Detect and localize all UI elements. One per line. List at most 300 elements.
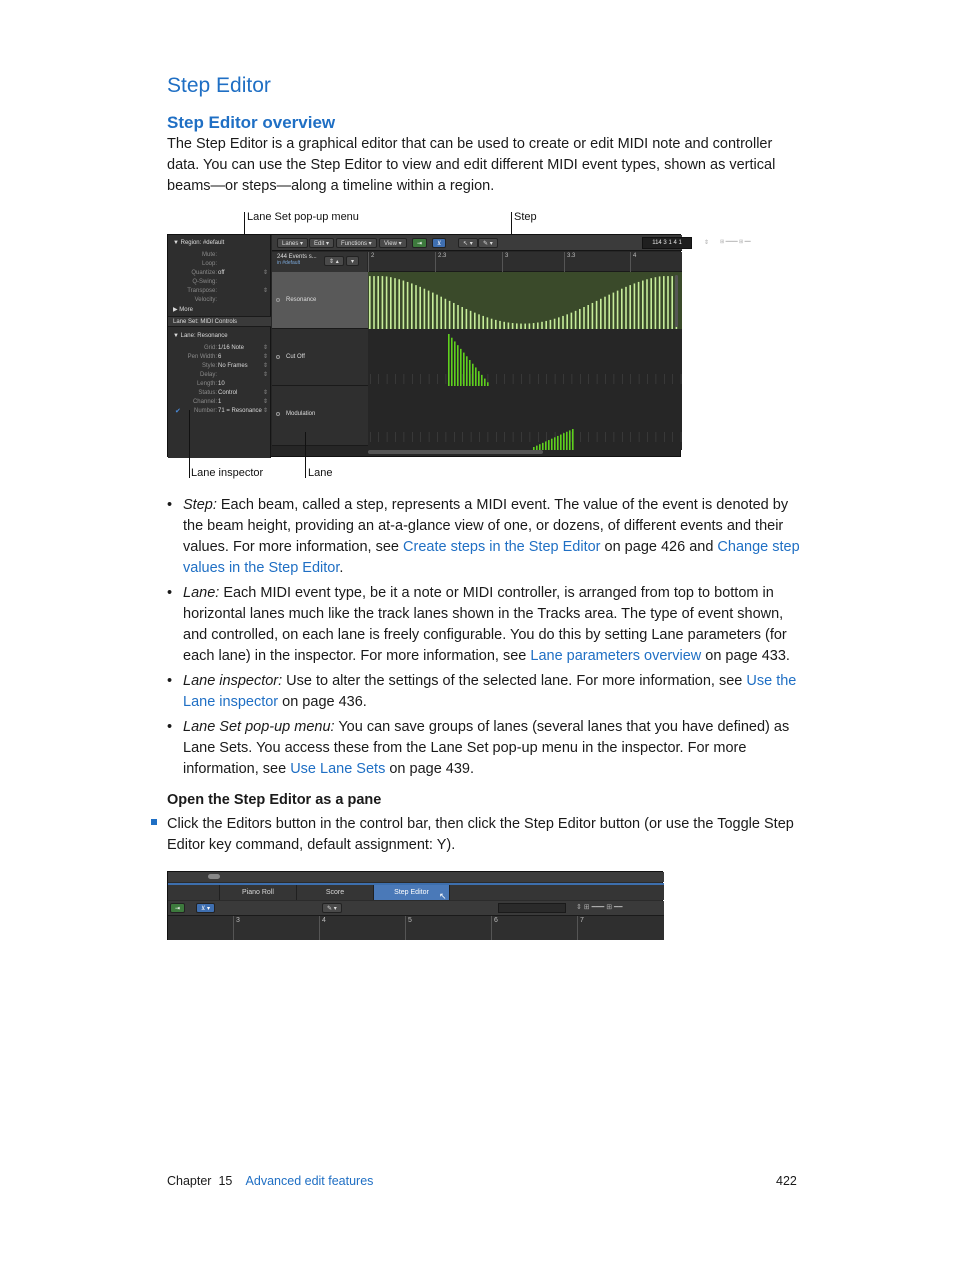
grid-tick bbox=[546, 432, 547, 442]
grid-tick bbox=[437, 374, 438, 384]
step-beam bbox=[621, 289, 623, 329]
step-beam bbox=[520, 324, 522, 329]
grid-tick bbox=[496, 374, 497, 384]
bullet-term: Lane Set pop-up menu: bbox=[183, 719, 335, 735]
lane-resonance[interactable] bbox=[272, 272, 368, 329]
grid-tick bbox=[588, 374, 589, 384]
grid-tick bbox=[378, 432, 379, 442]
step-beam bbox=[469, 360, 471, 386]
footer-chapter bbox=[167, 1174, 373, 1188]
grid-tick bbox=[387, 432, 388, 442]
stepper-icon[interactable]: ⇕ bbox=[262, 408, 268, 414]
event-count-label: 244 Events s... bbox=[277, 254, 317, 260]
step-beam bbox=[419, 287, 421, 329]
step-beam bbox=[529, 323, 531, 329]
stepper-icon[interactable]: ⇕ bbox=[262, 363, 268, 369]
step-beam bbox=[460, 349, 462, 386]
step-beam bbox=[516, 323, 518, 329]
grid-tick bbox=[563, 374, 564, 384]
bullet-body: Each MIDI event type, be it a note or MIDI controller, is arranged from top to bottom in horizontal lanes much like the track lanes shown in the Tracks area. The type of event shown, and controlled, on each lane is freely configurable. You do this by setting Lane parameters (for each lane) in the inspector. For more information, see bbox=[183, 585, 787, 664]
grid-tick bbox=[672, 374, 673, 384]
grid-tick bbox=[437, 432, 438, 442]
step-beam bbox=[638, 282, 640, 329]
task-bullet-icon bbox=[151, 819, 157, 825]
page-number: 422 bbox=[776, 1174, 797, 1188]
step-beam bbox=[436, 295, 438, 329]
step-beam bbox=[481, 375, 483, 386]
step-beam bbox=[557, 436, 559, 450]
step-beam bbox=[563, 433, 565, 450]
grid-tick bbox=[504, 432, 505, 442]
stepper-icon[interactable]: ⇕ bbox=[262, 270, 268, 276]
step-beam bbox=[373, 276, 375, 329]
callout-lane-set: Lane Set pop-up menu bbox=[247, 211, 359, 223]
cross-reference-link[interactable]: Change step values in the Step Editor bbox=[183, 539, 800, 576]
step-beam bbox=[571, 313, 573, 329]
pencil-tool-icon[interactable]: ✎ ▾ bbox=[322, 903, 342, 913]
grid-tick bbox=[656, 432, 657, 442]
tab-step-editor[interactable]: Step Editor bbox=[374, 885, 450, 900]
bullet-dot-icon: • bbox=[167, 585, 173, 601]
inspector-value: 1 bbox=[218, 399, 222, 405]
ruler-label: 3 bbox=[236, 917, 240, 924]
grid-tick bbox=[462, 374, 463, 384]
grid-tick bbox=[530, 374, 531, 384]
inspector-row[interactable] bbox=[168, 353, 271, 361]
section-title: Step Editor overview bbox=[167, 113, 336, 132]
step-editor-toolbar-2 bbox=[168, 901, 664, 916]
step-beam bbox=[386, 276, 388, 329]
step-beam bbox=[491, 319, 493, 329]
lane-label: Modulation bbox=[286, 411, 316, 417]
step-beam bbox=[600, 299, 602, 329]
grid-tick bbox=[429, 432, 430, 442]
lanes-menu[interactable]: Lanes ▾ bbox=[277, 238, 308, 248]
inspector-key: Mute: bbox=[201, 252, 217, 258]
bullet-dot-icon: • bbox=[167, 673, 173, 689]
inspector-key: Q-Swing: bbox=[192, 279, 217, 285]
step-beam bbox=[478, 371, 480, 386]
inspector-value: Control bbox=[218, 390, 238, 396]
position-display bbox=[498, 903, 566, 913]
event-count-sub: in #default bbox=[277, 260, 301, 266]
grid-tick bbox=[488, 432, 489, 442]
step-beam bbox=[487, 382, 489, 386]
grid-tick bbox=[462, 432, 463, 442]
step-beam bbox=[415, 285, 417, 329]
cross-reference-link[interactable]: Use the Lane inspector bbox=[183, 673, 797, 710]
cursor-icon: ↖ bbox=[439, 891, 447, 901]
grid-tick bbox=[647, 432, 648, 442]
tab-blank bbox=[168, 885, 220, 900]
step-beam bbox=[432, 293, 434, 329]
step-beam bbox=[484, 379, 486, 386]
ruler-label: 3 bbox=[505, 253, 509, 259]
bullet-body: on page 436. bbox=[278, 694, 367, 710]
lane-stepper-icon[interactable]: ⇕ ▴ bbox=[324, 256, 344, 266]
inspector-row[interactable] bbox=[168, 389, 271, 397]
step-beam bbox=[608, 295, 610, 329]
inspector-key: Status: bbox=[198, 390, 217, 396]
step-editor-toolbar bbox=[272, 235, 751, 251]
grid-tick bbox=[622, 374, 623, 384]
grid-tick bbox=[370, 374, 371, 384]
step-beam bbox=[558, 317, 560, 329]
step-beam bbox=[463, 353, 465, 386]
step-beam bbox=[566, 314, 568, 329]
grid-tick bbox=[446, 374, 447, 384]
step-beam bbox=[457, 305, 459, 329]
position-display: 114 3 1 4 1 bbox=[642, 237, 692, 249]
bullet-dot-icon: • bbox=[167, 497, 173, 513]
grid-tick bbox=[647, 374, 648, 384]
grid-tick bbox=[597, 374, 598, 384]
callout-lane: Lane bbox=[308, 467, 333, 479]
step-beam bbox=[524, 324, 526, 329]
step-beam bbox=[587, 305, 589, 329]
step-beam bbox=[451, 338, 453, 386]
step-beam bbox=[424, 289, 426, 329]
step-editor-screenshot bbox=[167, 234, 751, 457]
inspector-row[interactable] bbox=[168, 407, 271, 415]
step-beam bbox=[550, 320, 552, 329]
inspector-row[interactable] bbox=[168, 269, 271, 277]
tab-score[interactable]: Score bbox=[297, 885, 374, 900]
step-beam bbox=[411, 283, 413, 329]
step-beam bbox=[377, 276, 379, 329]
inspector-row[interactable] bbox=[168, 260, 271, 268]
timeline-ruler-2[interactable] bbox=[168, 916, 664, 940]
step-beam bbox=[560, 435, 562, 450]
lane-set-popup[interactable]: Lane Set: MIDI Controls bbox=[168, 316, 271, 327]
grid-tick bbox=[530, 432, 531, 442]
step-beam bbox=[650, 278, 652, 329]
stepper-icon[interactable]: ⇕ bbox=[262, 390, 268, 396]
stepper-icon[interactable]: ⇕ bbox=[262, 288, 268, 294]
grid-tick bbox=[639, 374, 640, 384]
grid-tick bbox=[538, 432, 539, 442]
bullet-body: on page 426 and bbox=[600, 539, 718, 555]
grid-tick bbox=[622, 432, 623, 442]
bullet-item bbox=[167, 671, 807, 713]
bullet-item bbox=[167, 583, 807, 667]
step-beam bbox=[642, 281, 644, 329]
step-beam bbox=[449, 301, 451, 329]
step-beam bbox=[596, 301, 598, 329]
ruler-label: 4 bbox=[322, 917, 326, 924]
step-beam bbox=[398, 279, 400, 329]
grid-tick bbox=[580, 374, 581, 384]
step-beam bbox=[445, 299, 447, 329]
timeline-ruler[interactable] bbox=[368, 252, 682, 272]
step-beam bbox=[454, 341, 456, 386]
inspector-value: off bbox=[218, 270, 225, 276]
bullet-dot-icon: • bbox=[167, 719, 173, 735]
step-beam bbox=[453, 303, 455, 329]
inspector-key: Transpose: bbox=[187, 288, 217, 294]
grid-tick bbox=[370, 432, 371, 442]
grid-tick bbox=[412, 374, 413, 384]
grid-tick bbox=[521, 374, 522, 384]
bullet-term: Step: bbox=[183, 497, 217, 513]
vertical-scrollbar[interactable] bbox=[675, 275, 678, 327]
bullet-text bbox=[183, 495, 805, 579]
bullet-term: Lane inspector: bbox=[183, 673, 283, 689]
grid-tick bbox=[656, 374, 657, 384]
more-disclosure[interactable]: ▶ More bbox=[173, 307, 193, 313]
inspector-row[interactable] bbox=[168, 398, 271, 406]
step-beam bbox=[613, 293, 615, 329]
stepper-icon[interactable]: ⇕ bbox=[704, 240, 710, 246]
inspector-value: 71 = Resonance bbox=[218, 408, 262, 414]
step-beam bbox=[551, 439, 553, 450]
grid-tick bbox=[605, 374, 606, 384]
zoom-slider[interactable]: ⊞ ━━━━ ⊞ ━━ bbox=[720, 239, 751, 245]
grid-tick bbox=[395, 432, 396, 442]
lane-cutoff[interactable] bbox=[272, 329, 368, 386]
step-beam bbox=[478, 314, 480, 329]
step-beam bbox=[512, 323, 514, 329]
step-beam bbox=[428, 291, 430, 329]
step-beam bbox=[554, 319, 556, 329]
lane-inspector bbox=[168, 235, 271, 458]
step-beam bbox=[659, 276, 661, 329]
step-beam bbox=[655, 277, 657, 329]
step-beam bbox=[583, 307, 585, 329]
step-beam bbox=[545, 441, 547, 450]
step-beam bbox=[617, 291, 619, 329]
bullet-text bbox=[183, 583, 805, 667]
grid-tick bbox=[412, 432, 413, 442]
grid-tick bbox=[513, 374, 514, 384]
bullet-body: Use to alter the settings of the selected lane. For more information, see bbox=[282, 673, 747, 689]
grid-tick bbox=[597, 432, 598, 442]
grid-tick bbox=[538, 374, 539, 384]
grid-tick bbox=[387, 374, 388, 384]
callout-line-lane bbox=[305, 432, 306, 478]
step-beam bbox=[474, 313, 476, 329]
task-text: Click the Editors button in the control bar, then click the Step Editor button (or use the Toggle Step Editor key command, default assignment: Y). bbox=[167, 816, 794, 853]
zoom-controls-icon[interactable]: ⇕ ⊞ ━━━ ⊞ ━━ bbox=[576, 904, 623, 911]
callout-line-lane-inspector bbox=[189, 410, 190, 478]
lane-cutoff-bg bbox=[368, 329, 682, 386]
inspector-key: Length: bbox=[196, 381, 217, 387]
step-beam bbox=[407, 282, 409, 329]
step-beam bbox=[566, 432, 568, 450]
step-beam bbox=[394, 278, 396, 329]
inspector-row[interactable] bbox=[168, 251, 271, 259]
ruler-label: 6 bbox=[494, 917, 498, 924]
inspector-row[interactable] bbox=[168, 380, 271, 388]
grid-tick bbox=[664, 374, 665, 384]
step-beam bbox=[592, 303, 594, 329]
inspector-key: Number: bbox=[193, 408, 217, 414]
grid-tick bbox=[479, 432, 480, 442]
grid-tick bbox=[446, 432, 447, 442]
bullet-body: You can save groups of lanes (several lanes that you have defined) as Lane Sets. You access these from the Lane Set pop-up menu in the inspector. For more information, see bbox=[183, 719, 790, 777]
bullet-item bbox=[167, 495, 807, 579]
step-beam bbox=[440, 297, 442, 329]
grid-tick bbox=[681, 374, 682, 384]
lane-modulation-bg bbox=[368, 386, 682, 450]
step-beam bbox=[482, 316, 484, 329]
step-beam bbox=[533, 323, 535, 329]
inspector-value: No Frames bbox=[218, 363, 248, 369]
inspector-row[interactable] bbox=[168, 371, 271, 379]
inspector-key: Pen Width: bbox=[187, 354, 217, 360]
step-beam bbox=[499, 321, 501, 329]
grid-tick bbox=[639, 432, 640, 442]
step-beam bbox=[470, 311, 472, 329]
inspector-key: Style: bbox=[201, 363, 217, 369]
grid-tick bbox=[504, 374, 505, 384]
filter-icon[interactable]: ⊻ bbox=[432, 238, 446, 248]
step-beam bbox=[466, 309, 468, 329]
inspector-key: Grid: bbox=[203, 345, 217, 351]
step-beam bbox=[475, 367, 477, 386]
inspector-value: 1/16 Note bbox=[218, 345, 245, 351]
grid-tick bbox=[681, 432, 682, 442]
cross-reference-link[interactable]: Lane parameters overview bbox=[530, 648, 702, 664]
stepper-icon[interactable]: ⇕ bbox=[262, 345, 268, 351]
grid-tick bbox=[471, 432, 472, 442]
ruler-label: 2 bbox=[371, 253, 375, 259]
step-beam bbox=[575, 311, 577, 329]
step-beam bbox=[548, 440, 550, 450]
grid-tick bbox=[378, 374, 379, 384]
catch-icon[interactable]: ⇥ bbox=[412, 238, 427, 248]
resize-handle-icon[interactable] bbox=[208, 874, 220, 879]
step-beam bbox=[562, 316, 564, 329]
bullet-term: Lane: bbox=[183, 585, 220, 601]
grid-tick bbox=[496, 432, 497, 442]
grid-tick bbox=[546, 374, 547, 384]
ruler-label: 3.3 bbox=[567, 253, 576, 259]
callout-step: Step bbox=[514, 211, 537, 223]
grid-tick bbox=[521, 432, 522, 442]
inspector-row[interactable] bbox=[168, 362, 271, 370]
inspector-row[interactable] bbox=[168, 296, 271, 304]
editor-tabs bbox=[168, 883, 664, 900]
horizontal-scrollbar[interactable] bbox=[368, 450, 543, 454]
inspector-key: Velocity: bbox=[194, 297, 217, 303]
pane-divider[interactable] bbox=[168, 872, 664, 882]
grid-tick bbox=[605, 432, 606, 442]
ruler-label: 2.3 bbox=[438, 253, 447, 259]
lane-modulation[interactable] bbox=[272, 386, 368, 446]
step-beam bbox=[625, 287, 627, 329]
catch-icon[interactable]: ⇥ bbox=[170, 903, 185, 913]
inspector-key: Channel: bbox=[192, 399, 217, 405]
step-beam bbox=[537, 323, 539, 329]
step-beam bbox=[545, 321, 547, 329]
cross-reference-link[interactable]: Create steps in the Step Editor bbox=[403, 539, 601, 555]
step-beam bbox=[569, 430, 571, 450]
bullet-text bbox=[183, 717, 805, 780]
bullet-body: on page 433. bbox=[701, 648, 790, 664]
footer-chapter-link[interactable]: Advanced edit features bbox=[245, 1174, 374, 1188]
intro-paragraph: The Step Editor is a graphical editor that can be used to create or edit MIDI note and controller data. You can use the Step Editor to view and edit different MIDI event types, shown as vertical beams—or steps—along a timeline within a region. bbox=[167, 136, 776, 194]
grid-tick bbox=[420, 432, 421, 442]
inspector-row[interactable] bbox=[168, 278, 271, 286]
functions-menu[interactable]: Functions ▾ bbox=[336, 238, 377, 248]
pencil-tool-icon[interactable]: ✎ ▾ bbox=[478, 238, 498, 248]
inspector-key: Loop: bbox=[201, 261, 217, 267]
grid-tick bbox=[672, 432, 673, 442]
grid-tick bbox=[614, 432, 615, 442]
grid-tick bbox=[588, 432, 589, 442]
grid-tick bbox=[580, 432, 581, 442]
step-beam bbox=[671, 276, 673, 329]
task-heading: Open the Step Editor as a pane bbox=[167, 792, 382, 808]
stepper-icon[interactable]: ⇕ bbox=[262, 399, 268, 405]
step-display[interactable] bbox=[368, 272, 682, 450]
step-beam bbox=[572, 429, 574, 450]
step-beam bbox=[554, 437, 556, 450]
step-beam bbox=[390, 277, 392, 329]
stepper-icon[interactable]: ⇕ bbox=[262, 372, 268, 378]
step-beam bbox=[448, 334, 450, 386]
step-beam bbox=[667, 276, 669, 329]
stepper-icon[interactable]: ⇕ bbox=[262, 354, 268, 360]
step-beam bbox=[495, 320, 497, 329]
edit-menu[interactable]: Edit ▾ bbox=[309, 238, 334, 248]
inspector-row[interactable] bbox=[168, 344, 271, 352]
grid-tick bbox=[420, 374, 421, 384]
region-header[interactable]: ▼ Region: #default bbox=[173, 240, 225, 246]
checkbox-checked-icon[interactable]: ✔ bbox=[175, 408, 181, 415]
view-menu[interactable]: View ▾ bbox=[379, 238, 407, 248]
ruler-label: 5 bbox=[408, 917, 412, 924]
tab-piano-roll[interactable]: Piano Roll bbox=[220, 885, 297, 900]
inspector-row[interactable] bbox=[168, 287, 271, 295]
step-beam bbox=[472, 364, 474, 386]
footer-chapter-num: 15 bbox=[218, 1174, 233, 1188]
editors-pane-screenshot bbox=[167, 871, 663, 940]
step-beam bbox=[508, 323, 510, 329]
grid-tick bbox=[429, 374, 430, 384]
lane-label: Cut Off bbox=[286, 354, 305, 360]
pointer-tool-icon[interactable]: ↖ ▾ bbox=[458, 238, 478, 248]
bullet-body: on page 439. bbox=[385, 761, 475, 777]
step-beam bbox=[466, 356, 468, 386]
lane-header[interactable]: ▼ Lane: Resonance bbox=[173, 333, 228, 339]
ruler-label: 7 bbox=[580, 917, 584, 924]
step-beam bbox=[487, 317, 489, 329]
grid-tick bbox=[395, 374, 396, 384]
inspector-key: Delay: bbox=[199, 372, 217, 378]
bullet-body: Each beam, called a step, represents a MIDI event. The value of the event is denoted by the beam height, providing an at-a-glance view of one, or dozens, of different events and their values. For more information, see bbox=[183, 497, 789, 555]
grid-tick bbox=[630, 432, 631, 442]
step-beam bbox=[503, 322, 505, 329]
grid-tick bbox=[404, 374, 405, 384]
step-beam bbox=[663, 276, 665, 329]
step-beam bbox=[403, 281, 405, 329]
grid-tick bbox=[630, 374, 631, 384]
step-beam bbox=[579, 309, 581, 329]
bullet-text bbox=[183, 671, 805, 713]
bullet-body: . bbox=[339, 560, 344, 576]
lane-add-icon[interactable]: ▾ bbox=[346, 256, 359, 266]
step-beam bbox=[382, 276, 384, 329]
filter-icon[interactable]: ⊻ ▾ bbox=[196, 903, 215, 913]
grid-tick bbox=[471, 374, 472, 384]
ruler-label: 4 bbox=[633, 253, 637, 259]
step-beam bbox=[604, 297, 606, 329]
grid-tick bbox=[555, 374, 556, 384]
cross-reference-link[interactable]: Use Lane Sets bbox=[290, 761, 386, 777]
grid-tick bbox=[572, 374, 573, 384]
